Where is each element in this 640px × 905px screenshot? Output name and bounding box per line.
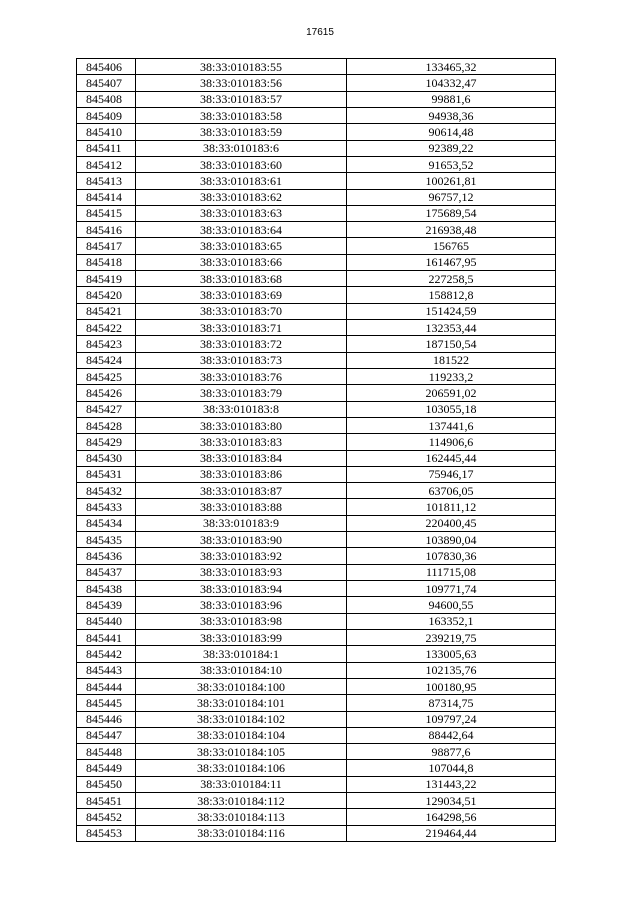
cadastral-value-cell: 151424,59	[347, 303, 556, 319]
cadastral-number-cell: 38:33:010183:57	[136, 91, 347, 107]
table-row	[77, 646, 556, 662]
cadastral-number-cell: 38:33:010183:88	[136, 499, 347, 515]
cadastral-value-cell: 107830,36	[347, 548, 556, 564]
row-number-cell: 845420	[77, 287, 136, 303]
cadastral-number-cell: 38:33:010183:9	[136, 515, 347, 531]
cadastral-number-cell: 38:33:010184:11	[136, 776, 347, 792]
table-row	[77, 401, 556, 417]
table-row	[77, 59, 556, 75]
cadastral-value-cell: 88442,64	[347, 727, 556, 743]
cadastral-number-cell: 38:33:010184:102	[136, 711, 347, 727]
cadastral-value-cell: 103055,18	[347, 401, 556, 417]
cadastral-value-cell: 181522	[347, 352, 556, 368]
row-number-cell: 845430	[77, 450, 136, 466]
cadastral-number-cell: 38:33:010183:98	[136, 613, 347, 629]
table-row	[77, 744, 556, 760]
page-number: 17615	[306, 27, 334, 38]
table-body	[77, 59, 556, 842]
cadastral-number-cell: 38:33:010183:72	[136, 336, 347, 352]
row-number-cell: 845442	[77, 646, 136, 662]
row-number-cell: 845406	[77, 59, 136, 75]
cadastral-value-cell: 239219,75	[347, 629, 556, 645]
row-number-cell: 845447	[77, 727, 136, 743]
row-number-cell: 845451	[77, 793, 136, 809]
row-number-cell: 845407	[77, 75, 136, 91]
row-number-cell: 845435	[77, 532, 136, 548]
row-number-cell: 845434	[77, 515, 136, 531]
row-number-cell: 845422	[77, 320, 136, 336]
cadastral-number-cell: 38:33:010183:76	[136, 368, 347, 384]
table-row	[77, 287, 556, 303]
cadastral-number-cell: 38:33:010183:83	[136, 434, 347, 450]
row-number-cell: 845410	[77, 124, 136, 140]
cadastral-number-cell: 38:33:010184:112	[136, 793, 347, 809]
cadastral-value-cell: 96757,12	[347, 189, 556, 205]
table-row	[77, 75, 556, 91]
cadastral-number-cell: 38:33:010183:62	[136, 189, 347, 205]
table-row	[77, 107, 556, 123]
cadastral-value-cell: 94600,55	[347, 597, 556, 613]
cadastral-number-cell: 38:33:010183:94	[136, 581, 347, 597]
cadastral-value-cell: 133465,32	[347, 59, 556, 75]
row-number-cell: 845443	[77, 662, 136, 678]
row-number-cell: 845415	[77, 205, 136, 221]
cadastral-value-cell: 220400,45	[347, 515, 556, 531]
cadastral-value-cell: 158812,8	[347, 287, 556, 303]
cadastral-number-cell: 38:33:010183:80	[136, 417, 347, 433]
cadastral-value-cell: 101811,12	[347, 499, 556, 515]
cadastral-number-cell: 38:33:010184:1	[136, 646, 347, 662]
cadastral-value-cell: 91653,52	[347, 156, 556, 172]
cadastral-value-cell: 162445,44	[347, 450, 556, 466]
table-row	[77, 303, 556, 319]
row-number-cell: 845432	[77, 483, 136, 499]
row-number-cell: 845424	[77, 352, 136, 368]
cadastral-number-cell: 38:33:010183:66	[136, 254, 347, 270]
cadastral-number-cell: 38:33:010184:106	[136, 760, 347, 776]
cadastral-value-cell: 206591,02	[347, 385, 556, 401]
row-number-cell: 845408	[77, 91, 136, 107]
table-row	[77, 597, 556, 613]
row-number-cell: 845446	[77, 711, 136, 727]
cadastral-value-cell: 111715,08	[347, 564, 556, 580]
row-number-cell: 845433	[77, 499, 136, 515]
cadastral-value-cell: 131443,22	[347, 776, 556, 792]
cadastral-value-cell: 156765	[347, 238, 556, 254]
row-number-cell: 845444	[77, 678, 136, 694]
cadastral-value-cell: 109771,74	[347, 581, 556, 597]
cadastral-number-cell: 38:33:010184:101	[136, 695, 347, 711]
cadastral-value-cell: 216938,48	[347, 222, 556, 238]
row-number-cell: 845427	[77, 401, 136, 417]
table-row	[77, 662, 556, 678]
row-number-cell: 845411	[77, 140, 136, 156]
cadastral-value-cell: 129034,51	[347, 793, 556, 809]
table-row	[77, 238, 556, 254]
cadastral-number-cell: 38:33:010183:96	[136, 597, 347, 613]
row-number-cell: 845452	[77, 809, 136, 825]
cadastral-value-cell: 161467,95	[347, 254, 556, 270]
cadastral-number-cell: 38:33:010183:90	[136, 532, 347, 548]
cadastral-value-cell: 63706,05	[347, 483, 556, 499]
table-row	[77, 450, 556, 466]
row-number-cell: 845448	[77, 744, 136, 760]
cadastral-number-cell: 38:33:010184:104	[136, 727, 347, 743]
cadastral-value-cell: 133005,63	[347, 646, 556, 662]
table-row	[77, 140, 556, 156]
row-number-cell: 845450	[77, 776, 136, 792]
table-row	[77, 613, 556, 629]
cadastral-value-cell: 98877,6	[347, 744, 556, 760]
row-number-cell: 845445	[77, 695, 136, 711]
table-row	[77, 205, 556, 221]
table-row	[77, 695, 556, 711]
table-row	[77, 711, 556, 727]
row-number-cell: 845423	[77, 336, 136, 352]
table-row	[77, 189, 556, 205]
row-number-cell: 845439	[77, 597, 136, 613]
table-row	[77, 678, 556, 694]
table-row	[77, 368, 556, 384]
cadastral-value-cell: 227258,5	[347, 271, 556, 287]
table-row	[77, 793, 556, 809]
cadastral-value-cell: 104332,47	[347, 75, 556, 91]
cadastral-value-cell: 87314,75	[347, 695, 556, 711]
cadastral-number-cell: 38:33:010183:84	[136, 450, 347, 466]
table-row	[77, 581, 556, 597]
cadastral-value-cell: 114906,6	[347, 434, 556, 450]
cadastral-number-cell: 38:33:010184:116	[136, 825, 347, 841]
table-row	[77, 254, 556, 270]
cadastral-number-cell: 38:33:010183:63	[136, 205, 347, 221]
cadastral-number-cell: 38:33:010183:73	[136, 352, 347, 368]
table-row	[77, 352, 556, 368]
table-row	[77, 222, 556, 238]
cadastral-value-cell: 75946,17	[347, 466, 556, 482]
row-number-cell: 845426	[77, 385, 136, 401]
cadastral-number-cell: 38:33:010183:61	[136, 173, 347, 189]
cadastral-number-cell: 38:33:010183:70	[136, 303, 347, 319]
row-number-cell: 845425	[77, 368, 136, 384]
cadastral-number-cell: 38:33:010183:6	[136, 140, 347, 156]
cadastral-number-cell: 38:33:010183:71	[136, 320, 347, 336]
cadastral-number-cell: 38:33:010183:55	[136, 59, 347, 75]
cadastral-number-cell: 38:33:010183:59	[136, 124, 347, 140]
row-number-cell: 845440	[77, 613, 136, 629]
table-row	[77, 629, 556, 645]
cadastral-number-cell: 38:33:010183:93	[136, 564, 347, 580]
cadastral-number-cell: 38:33:010183:56	[136, 75, 347, 91]
row-number-cell: 845409	[77, 107, 136, 123]
table-row	[77, 434, 556, 450]
table-row	[77, 124, 556, 140]
table-row	[77, 156, 556, 172]
table-row	[77, 727, 556, 743]
row-number-cell: 845421	[77, 303, 136, 319]
cadastral-value-cell: 164298,56	[347, 809, 556, 825]
cadastral-value-cell: 94938,36	[347, 107, 556, 123]
table-row	[77, 483, 556, 499]
cadastral-number-cell: 38:33:010183:87	[136, 483, 347, 499]
table-row	[77, 809, 556, 825]
table-row	[77, 548, 556, 564]
cadastral-number-cell: 38:33:010183:68	[136, 271, 347, 287]
cadastral-value-cell: 119233,2	[347, 368, 556, 384]
cadastral-number-cell: 38:33:010183:60	[136, 156, 347, 172]
cadastral-value-cell: 109797,24	[347, 711, 556, 727]
row-number-cell: 845449	[77, 760, 136, 776]
cadastral-value-cell: 92389,22	[347, 140, 556, 156]
cadastral-value-cell: 132353,44	[347, 320, 556, 336]
table-row	[77, 760, 556, 776]
row-number-cell: 845419	[77, 271, 136, 287]
cadastral-value-cell: 175689,54	[347, 205, 556, 221]
cadastral-number-cell: 38:33:010183:79	[136, 385, 347, 401]
table-row	[77, 417, 556, 433]
cadastral-number-cell: 38:33:010184:100	[136, 678, 347, 694]
row-number-cell: 845437	[77, 564, 136, 580]
cadastral-value-cell: 163352,1	[347, 613, 556, 629]
table-row	[77, 515, 556, 531]
table-row	[77, 532, 556, 548]
table-row	[77, 91, 556, 107]
table-row	[77, 466, 556, 482]
cadastral-number-cell: 38:33:010183:8	[136, 401, 347, 417]
cadastral-number-cell: 38:33:010183:92	[136, 548, 347, 564]
row-number-cell: 845436	[77, 548, 136, 564]
cadastral-number-cell: 38:33:010183:64	[136, 222, 347, 238]
row-number-cell: 845441	[77, 629, 136, 645]
row-number-cell: 845414	[77, 189, 136, 205]
cadastral-value-cell: 100180,95	[347, 678, 556, 694]
row-number-cell: 845438	[77, 581, 136, 597]
table-row	[77, 776, 556, 792]
cadastral-number-cell: 38:33:010183:65	[136, 238, 347, 254]
row-number-cell: 845431	[77, 466, 136, 482]
row-number-cell: 845413	[77, 173, 136, 189]
row-number-cell: 845429	[77, 434, 136, 450]
cadastral-number-cell: 38:33:010183:99	[136, 629, 347, 645]
row-number-cell: 845453	[77, 825, 136, 841]
cadastral-value-cell: 99881,6	[347, 91, 556, 107]
table-row	[77, 173, 556, 189]
table-row	[77, 499, 556, 515]
cadastral-value-cell: 102135,76	[347, 662, 556, 678]
cadastral-value-cell: 187150,54	[347, 336, 556, 352]
cadastral-value-cell: 107044,8	[347, 760, 556, 776]
row-number-cell: 845417	[77, 238, 136, 254]
cadastral-number-cell: 38:33:010183:58	[136, 107, 347, 123]
cadastral-value-cell: 103890,04	[347, 532, 556, 548]
table-row	[77, 385, 556, 401]
table-row	[77, 564, 556, 580]
table-row	[77, 336, 556, 352]
cadastral-value-cell: 137441,6	[347, 417, 556, 433]
row-number-cell: 845416	[77, 222, 136, 238]
cadastral-number-cell: 38:33:010184:10	[136, 662, 347, 678]
row-number-cell: 845428	[77, 417, 136, 433]
cadastral-number-cell: 38:33:010184:105	[136, 744, 347, 760]
cadastral-value-cell: 100261,81	[347, 173, 556, 189]
row-number-cell: 845418	[77, 254, 136, 270]
table-row	[77, 320, 556, 336]
cadastral-number-cell: 38:33:010183:86	[136, 466, 347, 482]
cadastral-number-cell: 38:33:010184:113	[136, 809, 347, 825]
cadastral-number-cell: 38:33:010183:69	[136, 287, 347, 303]
cadastral-value-cell: 90614,48	[347, 124, 556, 140]
cadastral-value-table	[76, 58, 556, 842]
table-row	[77, 271, 556, 287]
table-row	[77, 825, 556, 841]
row-number-cell: 845412	[77, 156, 136, 172]
cadastral-value-cell: 219464,44	[347, 825, 556, 841]
